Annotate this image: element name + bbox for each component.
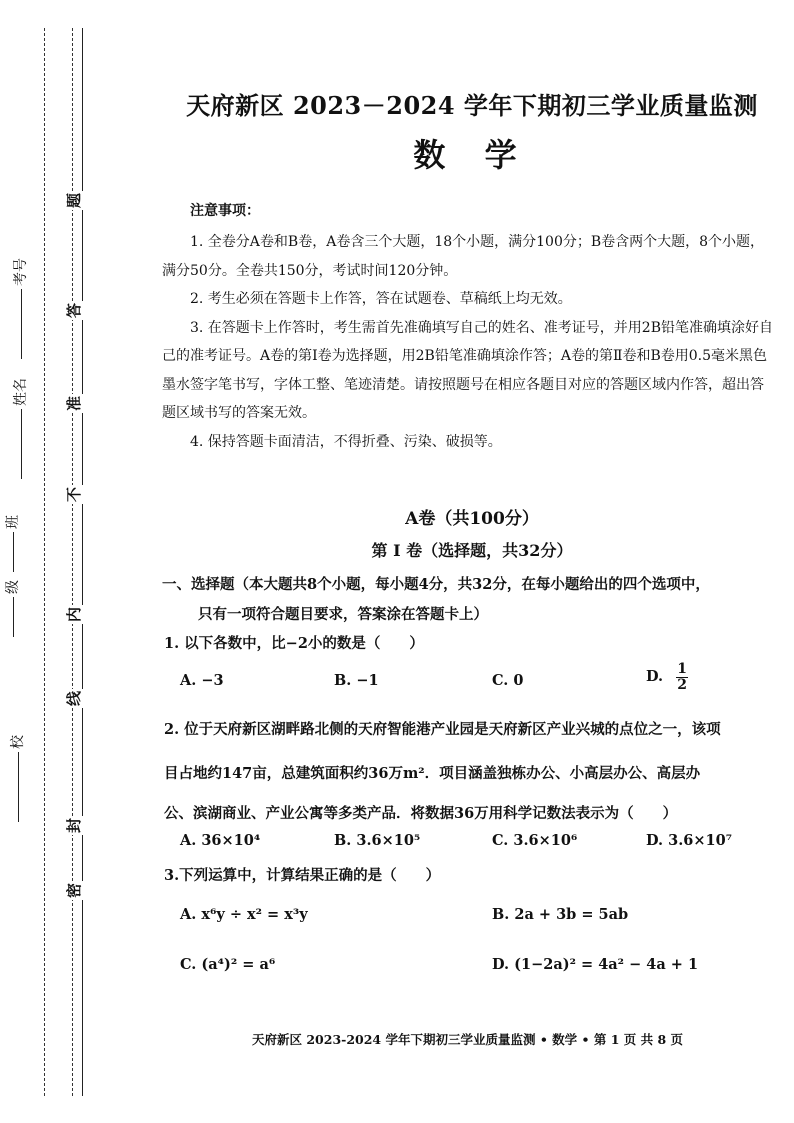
q2-option-d: D. 3.6×10⁷ <box>646 832 733 849</box>
seal-word-da: 答 <box>65 302 84 319</box>
exam-no-label: 考号 <box>13 258 29 286</box>
q2-stem-line3: 公、滨湖商业、产业公寓等多类产品．将数据36万用科学记数法表示为（ ） <box>164 805 678 822</box>
note-item: 3. 在答题卡上作答时，考生需首先准确填写自己的姓名、准考证号，并用2B铅笔准确填涂好自己的准考证号。A卷的第Ⅰ卷为选择题，用2B铅笔准确填涂作答；A卷的第Ⅱ卷和B卷用0.5毫米黑色墨水签字笔书写，字体工整、笔迹清楚。请按照题号在相应各题目对应的答题区域内作答，超出答题区域书写的答案无效。 <box>162 319 774 421</box>
seal-word-xian: 线 <box>65 690 84 707</box>
class-blank <box>13 532 14 572</box>
note-item: 4. 保持答题卡面清洁，不得折叠、污染、破损等。 <box>190 433 502 450</box>
school-label: 校 <box>10 735 26 749</box>
fraction-numerator: 1 <box>677 661 688 677</box>
note-item: 1. 全卷分A卷和B卷，A卷含三个大题，18个小题，满分100分；B卷含两个大题，8个小题，满分50分。全卷共150分，考试时间120分钟。 <box>162 234 765 279</box>
q2-stem-line1: 2. 位于天府新区湖畔路北侧的天府智能港产业园是天府新区产业兴城的点位之一，该项 <box>164 721 721 738</box>
subject-title: 数 学 <box>413 136 531 174</box>
exam-no-blank <box>21 289 22 359</box>
school-field <box>7 733 27 827</box>
section-i-title: 第 Ⅰ 卷（选择题，共32分） <box>371 541 573 560</box>
name-label: 姓名 <box>13 378 29 406</box>
part1-instructions <box>162 570 782 630</box>
class-field <box>2 513 22 577</box>
grade-label: 级 <box>5 580 21 594</box>
q1-stem: 1. 以下各数中，比−2小的数是（ ） <box>164 635 424 652</box>
school-blank <box>18 752 19 822</box>
grade-blank <box>13 597 14 637</box>
seal-word-ti: 题 <box>65 192 84 209</box>
exam-no-field <box>10 256 30 364</box>
section-a-title: A卷（共100分） <box>405 509 539 529</box>
q3-option-d: D. (1−2a)² = 4a² − 4a + 1 <box>492 956 699 973</box>
binding-line <box>82 28 83 1096</box>
q3-option-c: C. (a⁴)² = a⁶ <box>180 956 276 973</box>
notes-list <box>162 228 774 456</box>
q2-option-b: B. 3.6×10⁵ <box>334 832 421 849</box>
q1-option-d-label: D. <box>646 668 664 686</box>
notes-heading: 注意事项： <box>190 203 260 219</box>
seal-cut-line-inner <box>72 28 73 1096</box>
page-footer: 天府新区 2023-2024 学年下期初三学业质量监测 • 数学 • 第 1 页 共 8 页 <box>252 1032 684 1047</box>
seal-word-bu: 不 <box>65 486 84 503</box>
seal-word-zhun: 准 <box>65 395 84 412</box>
fraction-one-half <box>676 662 688 692</box>
part1-intro-line1: 一、选择题（本大题共8个小题，每小题4分，共32分，在每小题给出的四个选项中， <box>162 576 710 593</box>
q1-option-b: B. −1 <box>334 672 379 689</box>
seal-word-mi: 密 <box>65 882 84 899</box>
q2-stem <box>164 712 784 832</box>
q1-option-a: A. −3 <box>180 672 224 689</box>
part1-intro-line2: 只有一项符合题目要求，答案涂在答题卡上） <box>198 606 488 623</box>
q2-option-a: A. 36×10⁴ <box>180 832 261 849</box>
q3-option-b: B. 2a + 3b = 5ab <box>492 906 629 923</box>
note-item: 2. 考生必须在答题卡上作答，答在试题卷、草稿纸上均无效。 <box>190 291 572 307</box>
binding-margin <box>0 0 92 1123</box>
q3-option-a: A. x⁶y ÷ x² = x³y <box>180 906 308 923</box>
q1-option-c: C. 0 <box>492 672 524 689</box>
q3-stem: 3.下列运算中，计算结果正确的是（ ） <box>164 867 441 884</box>
seal-word-nei: 内 <box>65 606 84 623</box>
seal-cut-line-outer <box>44 28 45 1096</box>
q1-option-d <box>646 662 688 692</box>
q2-stem-line2: 目占地约147亩，总建筑面积约36万m²．项目涵盖独栋办公、小高层办公、高层办 <box>164 765 701 782</box>
class-label: 班 <box>5 515 21 529</box>
q2-option-c: C. 3.6×10⁶ <box>492 832 578 849</box>
fraction-denominator: 2 <box>677 676 688 693</box>
name-blank <box>21 409 22 479</box>
grade-field <box>2 578 22 642</box>
exam-title: 天府新区 2023－2024 学年下期初三学业质量监测 <box>186 91 758 120</box>
name-field <box>10 376 30 484</box>
seal-word-feng: 封 <box>65 817 84 834</box>
